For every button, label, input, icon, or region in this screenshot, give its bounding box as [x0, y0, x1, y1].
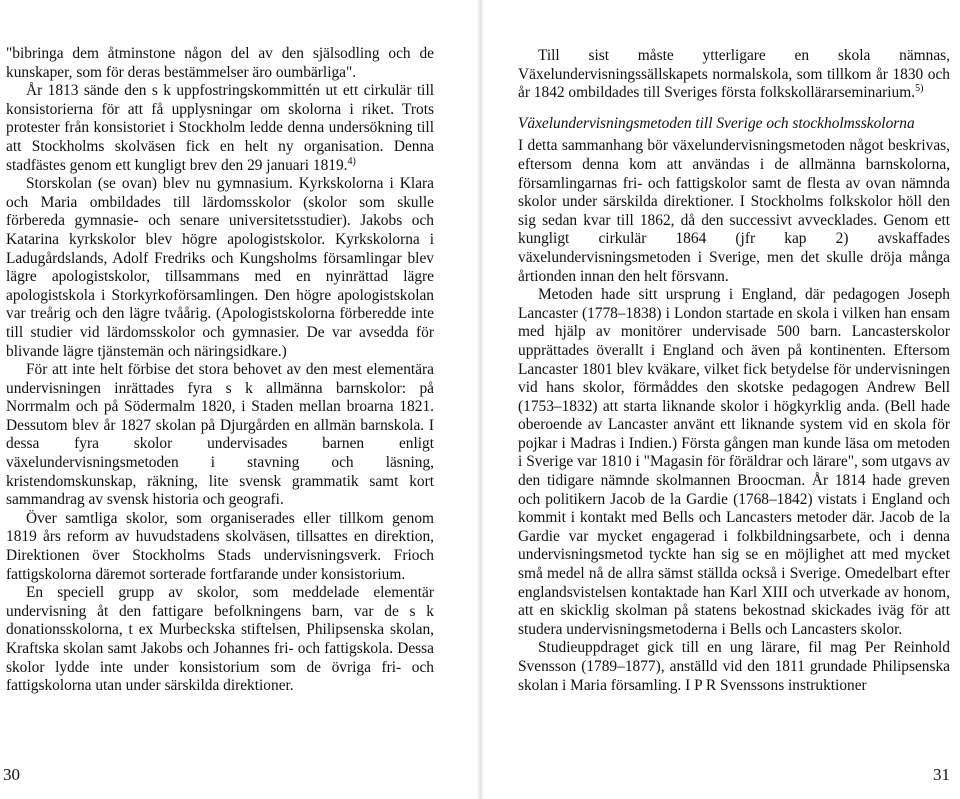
right-page: [484, 0, 960, 799]
paragraph: I detta sammanhang bör växelundervisningsmetoden något beskrivas, eftersom denna kom att användas i de allmänna barnskolorna, församlingarnas fri- och fattigskolor samt de flesta av ovan nämnda skolor under särskilda direktioner. I Stockholms folkskolor höll den sig sedan kvar till 1862, då den successivt avvecklades. Genom ett kungligt cirkulär 1864 (jfr kap 2) avskaffades växelundervisningsmetoden i Sverige, men det skulle dröja många årtionden innan den helt försvann.: [518, 137, 950, 285]
footnote-marker: 5): [915, 83, 924, 95]
paragraph: Storskolan (se ovan) blev nu gymnasium. Kyrkskolorna i Klara och Maria ombildades till lärdomsskolor (skolor som skulle förbereda gymnasie- och senare universitetsstudier). Jakobs och Katarina kyrkskolor blev högre apologistskolor. Kyrkskolorna i Ladugårdslands, Adolf Fredriks och Kungsholms församlingar blev lägre apologistskolor, tillsammans med en nyinrättad lägre apologistskola i Storkyrkoförsamlingen. Den högre apologistskolan var treårig och den lägre tvåårig. (Apologistskolorna förberedde inte till studier vid lärdomsskolor och gymnasier. De var avsedda för blivande lägre tjänstemän och näringsidkare.): [6, 175, 434, 360]
page-number: 30: [3, 765, 20, 784]
left-page: [0, 0, 476, 799]
paragraph: Studieuppdraget gick till en ung lärare, fil mag Per Reinhold Svensson (1789–1877), anställd vid den 1811 grundade Philipsenska skolan i Maria församling. I P R Svenssons instruktioner: [518, 639, 950, 694]
paragraph: En speciell grupp av skolor, som meddelade elementär undervisning åt den fattigare befolkningens barn, var de s k donationsskolorna, t ex Murbeckska stiftelsen, Philipsenska skolan, Kraftska skolan samt Jakobs och Johannes fri- och fattigskola. Dessa skolor lydde inte under konsistorium som de övriga fri- och fattigskolorna utan under särskilda direktioner.: [6, 584, 434, 695]
paragraph: [518, 47, 950, 103]
footnote-marker: 4): [347, 155, 356, 167]
paragraph: För att inte helt förbise det stora behovet av den mest elementära undervisningen inrättades fyra s k allmänna barnskolor: på Norrmalm och på Södermalm 1820, i Staden mellan broarna 1821. Dessutom blev år 1827 skolan på Djurgården en allmän barnskola. I dessa fyra skolor undervisades barnen enligt växelundervisningsmetoden i stavning och läsning, kristendomskunskap, räkning, lite svensk grammatik samt kort sammandrag av svensk historia och geografi.: [6, 361, 434, 509]
left-text-column: [6, 45, 434, 696]
section-heading: Växelundervisningsmetoden till Sverige och stockholmsskolorna: [518, 114, 915, 132]
paragraph: [6, 82, 434, 175]
paragraph: Över samtliga skolor, som organiserades eller tillkom genom 1819 års reform av huvudstadens skolväsen, tillsattes en direktion, Direktionen över Stockholms Stads undervisningsverk. Frioch fattigskolorna däremot sorterade fortfarande under konsistorium.: [6, 509, 434, 583]
paragraph: "bibringa dem åtminstone någon del av den själsodling och de kunskaper, som för deras bestämmelser äro oumbärliga".: [6, 45, 434, 81]
page-number: 31: [933, 765, 950, 784]
paragraph-text: År 1813 sände den s k uppfostringskommittén ut ett cirkulär till konsistorierna för att få upplysningar om skolorna i riket. Trots protester från konsistoriet i Stockholm ledde denna undersökning till att Stockholms skolväsen fick en helt ny organisation. Denna stadfästes genom ett kungligt brev den 29 januari 1819.: [6, 82, 434, 174]
book-gutter: [476, 0, 484, 799]
paragraph: Metoden hade sitt ursprung i England, där pedagogen Joseph Lancaster (1778–1838) i London startade en skola i vilken han ensam med hjälp av monitörer undervisade 500 barn. Lancasterskolor upprättades överallt i England och även på kontinenten. Eftersom Lancaster 1801 blev kväkare, vilket fick betydelse för undervisningen vid hans skolor, förmåddes den skotske pedagogen Andrew Bell (1753–1832) att starta liknande skolor i högkyrklig anda. (Bell hade oberoende av Lancaster använt ett liknande system vid en skola för pojkar i Madras i Indien.) Första gången man kunde läsa om metoden i Sverige var 1810 i "Magasin för föräldrar och lärare", som utgavs av den tidigare nämnde skolmannen Broocman. År 1814 hade greven och politikern Jacob de la Gardie (1768–1842) vistats i England och kommit i kontakt med Bells och Lancasters metoder där. Jacob de la Gardie var mycket engagerad i folkbildningsarbete, och i denna undervisningsmetod tyckte han sig se en möjlighet att med mycket små medel nå de allra sämst ställda också i Sverige. Omedelbart efter englandsvistelsen kontaktade han Karl XIII och utverkade av honom, att en skicklig skolman på statens bekostnad skickades iväg för att studera undervisningsmetoderna i Bells och Lancasters skolor.: [518, 286, 950, 638]
right-text-column: [518, 47, 950, 695]
paragraph-text: Till sist måste ytterligare en skola nämnas, Växelundervisningssällskapets normalskola, som tillkom år 1830 och år 1842 ombildades till Sveriges första folkskollärarseminarium.: [518, 47, 950, 102]
